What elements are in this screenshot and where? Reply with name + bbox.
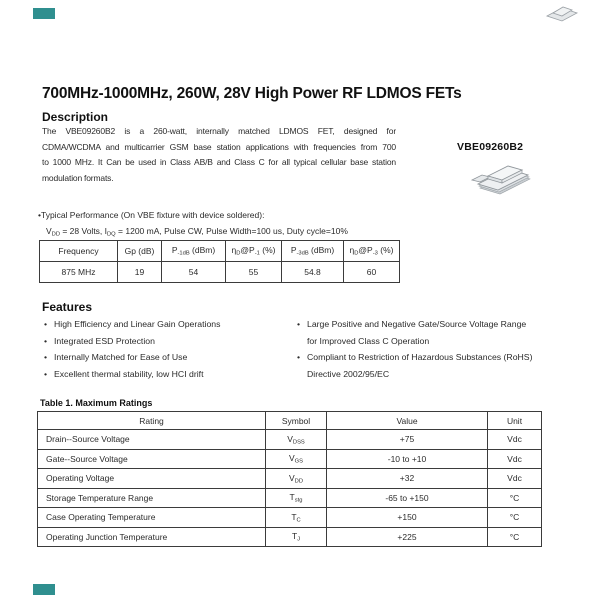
ratings-header-row — [38, 412, 542, 430]
bullet-glyph: • — [44, 335, 48, 346]
ratings-row — [38, 430, 542, 450]
typical-performance-text: Typical Performance (On VBE fixture with device soldered): — [40, 210, 265, 220]
rating-unit: °C — [488, 527, 542, 547]
rating-name: Case Operating Temperature — [38, 508, 266, 528]
rating-symbol: VGS — [266, 449, 327, 469]
rating-name: Drain--Source Voltage — [38, 430, 266, 450]
bullet-glyph: • — [44, 368, 48, 379]
perf-header-eff-p1: ηD@P-1 (%) — [226, 241, 282, 262]
perf-header-eff-p3: ηD@P-3 (%) — [344, 241, 400, 262]
bullet-glyph: • — [297, 319, 301, 329]
ratings-row — [38, 449, 542, 469]
rating-unit: °C — [488, 488, 542, 508]
feature-item-continuation: Directive 2002/95/EC — [307, 368, 390, 379]
rating-symbol: TC — [266, 508, 327, 528]
feature-text: Large Positive and Negative Gate/Source Voltage Range — [307, 319, 527, 329]
test-conditions-line: VDD = 28 Volts, IDQ = 1200 mA, Pulse CW, Pulse Width=100 us, Duty cycle=10% — [46, 226, 348, 238]
rating-value: -65 to +150 — [327, 488, 488, 508]
feature-item — [297, 316, 567, 333]
bullet-glyph: • — [44, 352, 48, 363]
ratings-header-symbol: Symbol — [266, 412, 327, 430]
perf-cell-gain: 19 — [118, 262, 162, 283]
feature-item — [297, 349, 567, 366]
bullet-glyph: • — [297, 352, 301, 363]
bullet-glyph: • — [38, 210, 41, 220]
perf-cell-eff-p3: 60 — [344, 262, 400, 283]
feature-text: Integrated ESD Protection — [54, 335, 155, 346]
feature-item — [44, 333, 284, 350]
description-heading: Description — [42, 110, 109, 124]
rating-value: +32 — [327, 469, 488, 489]
table1-caption: Table 1. Maximum Ratings — [40, 398, 153, 408]
rating-name: Gate--Source Voltage — [38, 449, 266, 469]
ratings-row — [38, 488, 542, 508]
rating-value: +150 — [327, 508, 488, 528]
feature-text: Excellent thermal stability, low HCI drift — [54, 368, 204, 379]
ratings-row — [38, 527, 542, 547]
ratings-header-value: Value — [327, 412, 488, 430]
rating-symbol: VDSS — [266, 430, 327, 450]
feature-text: High Efficiency and Linear Gain Operations — [54, 319, 221, 329]
ratings-header-unit: Unit — [488, 412, 542, 430]
feature-text: Internally Matched for Ease of Use — [54, 352, 188, 363]
bullet-glyph: • — [44, 319, 48, 329]
rating-unit: Vdc — [488, 449, 542, 469]
rating-value: -10 to +10 — [327, 449, 488, 469]
perf-cell-p3db: 54.8 — [282, 262, 344, 283]
perf-cell-p1db: 54 — [162, 262, 226, 283]
description-paragraph — [42, 124, 396, 187]
feature-item — [44, 349, 284, 366]
ratings-header-rating: Rating — [38, 412, 266, 430]
rating-name: Operating Junction Temperature — [38, 527, 266, 547]
package-drawing — [466, 158, 538, 203]
ratings-row — [38, 469, 542, 489]
perf-cell-eff-p1: 55 — [226, 262, 282, 283]
features-list-right — [297, 316, 567, 382]
rating-name: Operating Voltage — [38, 469, 266, 489]
rating-symbol: VDD — [266, 469, 327, 489]
logo-block-top-left — [33, 8, 55, 19]
perf-header-frequency: Frequency — [40, 241, 118, 262]
ratings-row — [38, 508, 542, 528]
page-title: 700MHz-1000MHz, 260W, 28V High Power RF LDMOS FETs — [42, 85, 462, 102]
description-line: CDMA/WCDMA and multicarrier GSM base station applications with frequencies from 700 — [42, 141, 396, 152]
feature-text: Compliant to Restriction of Hazardous Substances (RoHS) — [307, 352, 533, 363]
performance-data-row — [40, 262, 400, 283]
performance-header-row — [40, 241, 400, 262]
rating-name: Storage Temperature Range — [38, 488, 266, 508]
typical-performance-line — [38, 210, 264, 220]
features-list-left — [44, 316, 284, 382]
maximum-ratings-table — [37, 411, 542, 547]
rating-unit: °C — [488, 508, 542, 528]
part-number-label: VBE09260B2 — [457, 141, 524, 153]
rating-value: +75 — [327, 430, 488, 450]
performance-table — [39, 240, 400, 283]
description-line: to 1000 MHz. It Can be used in Class AB/B and Class C for all typical cellular base station — [42, 157, 396, 168]
feature-item — [44, 366, 284, 383]
feature-item-continuation: for Improved Class C Operation — [307, 335, 430, 346]
perf-header-gain: Gp (dB) — [118, 241, 162, 262]
perf-cell-frequency: 875 MHz — [40, 262, 118, 283]
perf-header-p3db: P-3dB (dBm) — [282, 241, 344, 262]
description-line: modulation formats. — [42, 173, 114, 184]
package-icon — [545, 3, 579, 28]
rating-symbol: Tstg — [266, 488, 327, 508]
description-line: The VBE09260B2 is a 260-watt, internally matched LDMOS FET, designed for — [42, 126, 396, 136]
feature-item — [44, 316, 284, 333]
perf-header-p1db: P-1dB (dBm) — [162, 241, 226, 262]
rating-symbol: TJ — [266, 527, 327, 547]
rating-value: +225 — [327, 527, 488, 547]
features-heading: Features — [42, 300, 93, 314]
rating-unit: Vdc — [488, 469, 542, 489]
rating-unit: Vdc — [488, 430, 542, 450]
logo-block-bottom-left — [33, 584, 55, 595]
